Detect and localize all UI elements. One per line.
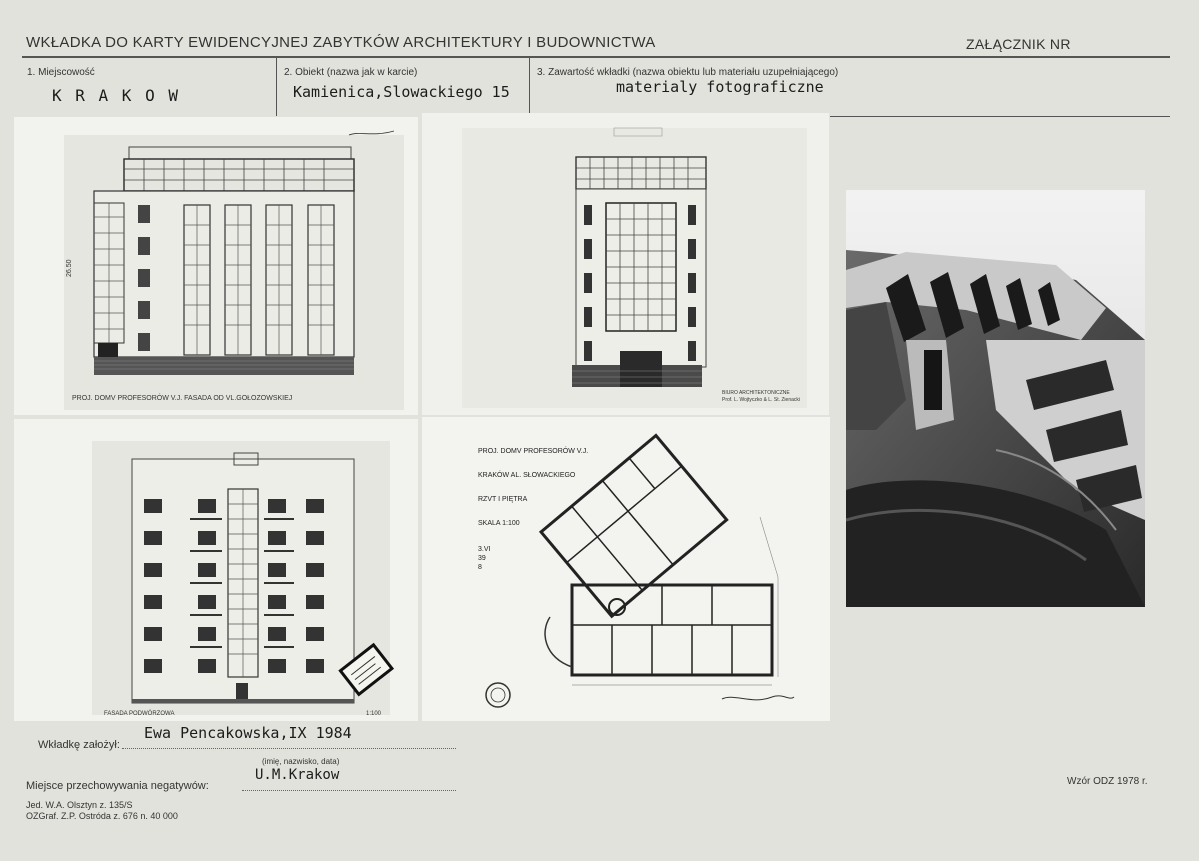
inserted-by-label: Wkładkę założył:: [38, 739, 120, 751]
form-model: Wzór ODZ 1978 r.: [1067, 776, 1148, 787]
photo-floor-plan: [422, 417, 830, 721]
photo-building-corner: [846, 190, 1145, 607]
floor-plan-title-1: PROJ. DOMV PROFESORÓW V.J.: [478, 448, 589, 455]
field-divider-1: [276, 58, 277, 116]
photo-side-elevation: [422, 113, 829, 415]
object-value: Kamienica,Slowackiego 15: [293, 83, 510, 101]
photo-courtyard-facade: [14, 419, 418, 721]
inserted-by-line: [122, 748, 456, 749]
courtyard-facade-scale: 1:100: [366, 711, 382, 717]
negatives-location-value: U.M.Krakow: [255, 767, 340, 783]
inserted-by-hint: (imię, nazwisko, data): [262, 757, 340, 766]
front-facade-caption: PROJ. DOMV PROFESORÓW V.J. FASADA OD VL.GOŁOZOWSKIEJ: [72, 395, 293, 402]
header-rule: [22, 56, 1170, 58]
floor-plan-date-1: 3.VI: [478, 546, 491, 553]
inserted-by-value: Ewa Pencakowska,IX 1984: [144, 724, 352, 742]
form-title: WKŁADKA DO KARTY EWIDENCYJNEJ ZABYTKÓW ARCHITEKTURY I BUDOWNICTWA: [26, 34, 656, 51]
front-facade-drawing: [14, 117, 418, 415]
printer-info-2: OZGraf. Z.P. Ostróda z. 676 n. 40 000: [26, 811, 178, 821]
floor-plan-drawing: [422, 417, 830, 721]
content-label: 3. Zawartość wkładki (nazwa obiektu lub materiału uzupełniającego): [537, 67, 839, 78]
building-corner-photo: [846, 190, 1145, 607]
floor-plan-title-3: RZVT I PIĘTRA: [478, 496, 528, 503]
printer-info-1: Jed. W.A. Olsztyn z. 135/S: [26, 800, 133, 810]
side-elevation-drawing: [422, 113, 829, 415]
negatives-location-label: Miejsce przechowywania negatywów:: [26, 780, 209, 792]
photo-front-facade: [14, 117, 418, 415]
floor-plan-title-2: KRAKÓW AL. SŁOWACKIEGO: [478, 472, 576, 479]
object-label: 2. Obiekt (nazwa jak w karcie): [284, 67, 418, 78]
side-elevation-stamp-1: BIURO ARCHITEKTONICZNE: [722, 390, 790, 396]
content-value: materialy fotograficzne: [616, 78, 824, 96]
negatives-location-line: [242, 790, 456, 791]
floor-plan-date-2: 39: [478, 555, 486, 562]
courtyard-facade-caption: FASADA PODWÓRZOWA: [104, 711, 175, 717]
floor-plan-date-3: 8: [478, 564, 482, 571]
annex-label: ZAŁĄCZNIK NR: [966, 36, 1071, 52]
field-divider-2: [529, 58, 530, 116]
courtyard-facade-drawing: [14, 419, 418, 721]
locality-label: 1. Miejscowość: [27, 67, 95, 78]
fields-bottom-rule: [830, 116, 1170, 117]
locality-value: K R A K O W: [52, 86, 180, 105]
front-facade-dimension: 26.50: [66, 259, 73, 277]
side-elevation-stamp-2: Prof. L. Wojtyczko & L. St. Zienacki: [722, 397, 800, 403]
floor-plan-scale: SKALA 1:100: [478, 520, 520, 527]
